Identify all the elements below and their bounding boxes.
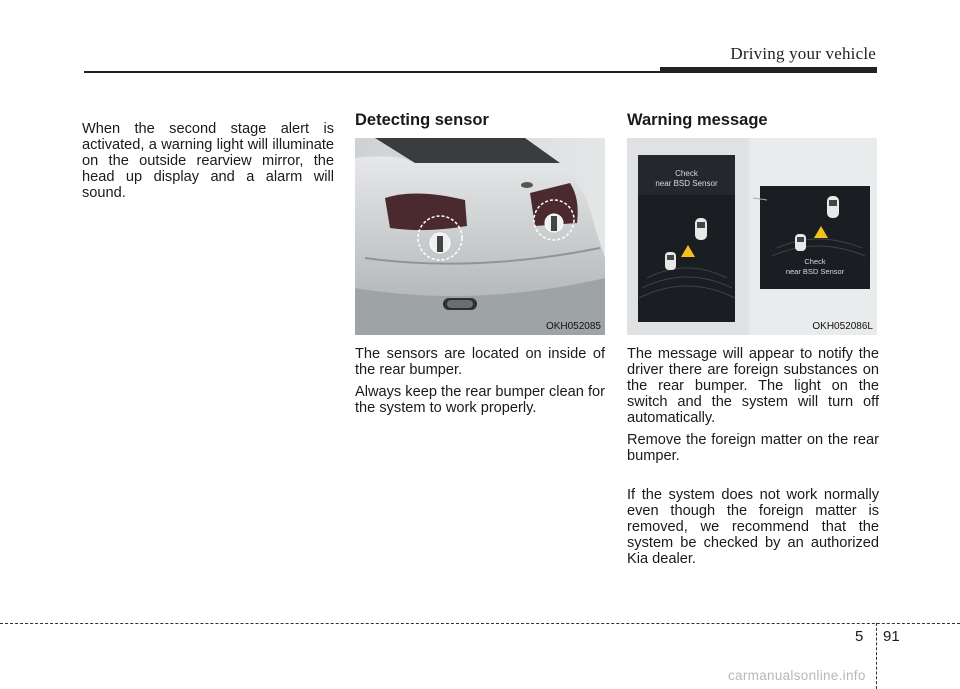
warning-paragraph-2: Remove the foreign matter on the rear bumper.	[627, 432, 879, 464]
warning-message-heading: Warning message	[627, 111, 768, 129]
section-title: Driving your vehicle	[730, 44, 876, 63]
watermark: carmanualsonline.info	[728, 668, 866, 683]
rear-bumper-figure	[355, 138, 605, 335]
chapter-number: 5	[855, 628, 864, 645]
figure-code: OKH052086L	[812, 321, 873, 332]
display-right-line1: Check	[804, 257, 826, 266]
header-rule-thick	[660, 67, 877, 73]
page-number: 91	[883, 628, 900, 645]
figure-code: OKH052085	[545, 321, 601, 332]
header-rule-thin	[84, 71, 660, 73]
warning-message-figure	[627, 138, 877, 335]
warning-displays-illustration	[627, 138, 877, 335]
intro-paragraph: When the second stage alert is activated, a warning light will illuminate on the outside rearview mirror, the head up display and a alarm will sound.	[82, 121, 334, 201]
sensor-paragraph-1: The sensors are located on inside of the rear bumper.	[355, 346, 605, 378]
warning-paragraph-3: If the system does not work normally even though the foreign matter is removed, we recommend that the system be checked by an authorized Kia dealer.	[627, 487, 879, 567]
sensor-paragraph-2: Always keep the rear bumper clean for the system to work properly.	[355, 384, 605, 416]
page-divider	[876, 623, 877, 689]
footer-rule	[0, 623, 960, 624]
display-right-line2: near BSD Sensor	[785, 267, 845, 276]
detecting-sensor-heading: Detecting sensor	[355, 111, 489, 129]
rear-bumper-illustration	[355, 138, 605, 335]
display-left-line2: near BSD Sensor	[655, 179, 718, 188]
display-left-line1: Check	[675, 169, 698, 178]
warning-paragraph-1: The message will appear to notify the driver there are foreign substances on the rear bumper. The light on the switch and the system will turn off automatically.	[627, 346, 879, 426]
